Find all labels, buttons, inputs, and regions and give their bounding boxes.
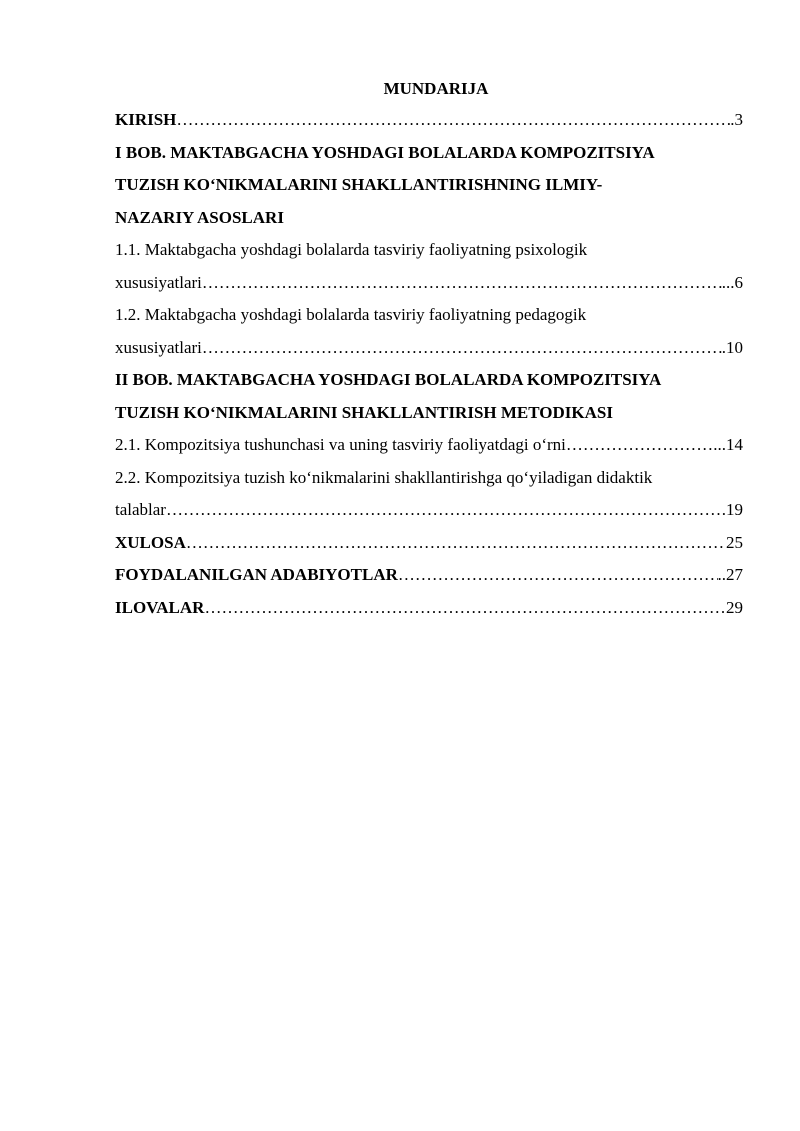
toc-page-number: ...14 bbox=[713, 435, 743, 454]
dot-leader bbox=[166, 494, 722, 527]
toc-entry-label: KIRISH bbox=[115, 110, 177, 129]
toc-entry-label: FOYDALANILGAN ADABIYOTLAR bbox=[115, 565, 398, 584]
chapter-heading-1-line-3: NAZARIY ASOSLARI bbox=[115, 207, 284, 227]
dot-leader bbox=[202, 332, 722, 365]
toc-entry-label: XULOSA bbox=[115, 532, 186, 552]
toc-entry-label: ILOVALAR bbox=[115, 597, 205, 617]
toc-entry-label: xususiyatlari bbox=[115, 337, 202, 357]
toc-page-number: 29 bbox=[726, 597, 743, 617]
toc-entry-1-1 bbox=[115, 267, 743, 300]
toc-section-1-2-line-1: 1.2. Maktabgacha yoshdagi bolalarda tasviriy faoliyatning pedagogik bbox=[115, 305, 587, 324]
toc-entry-1-2 bbox=[115, 332, 743, 365]
toc-entry-xulosa bbox=[115, 527, 743, 560]
chapter-heading-2-line-1: II BOB. MAKTABGACHA YOSHDAGI BOLALARDA KOMPOZITSIYA bbox=[115, 370, 662, 389]
toc-entry-2-2 bbox=[115, 494, 743, 527]
dot-leader bbox=[398, 559, 718, 592]
table-of-contents bbox=[115, 74, 743, 624]
toc-section-1-1-line-1: 1.1. Maktabgacha yoshdagi bolalarda tasviriy faoliyatning psixologik bbox=[115, 240, 588, 259]
chapter-heading-1-line-2: TUZISH KO‘NIKMALARINI SHAKLLANTIRISHNING ILMIY- bbox=[115, 175, 603, 194]
toc-page-number: .10 bbox=[721, 337, 743, 357]
dot-leader bbox=[176, 104, 730, 137]
toc-page-number: .3 bbox=[730, 110, 743, 129]
toc-entry-kirish bbox=[115, 104, 743, 137]
toc-page-number: ..27 bbox=[717, 565, 743, 584]
dot-leader bbox=[204, 592, 726, 625]
toc-entry-label: 2.1. Kompozitsiya tushunchasi va uning tasviriy faoliyatdagi o‘rni bbox=[115, 435, 566, 454]
toc-page-number: 25 bbox=[726, 532, 743, 552]
toc-page-number: .19 bbox=[721, 500, 743, 519]
toc-page-number: ...6 bbox=[721, 272, 743, 292]
toc-entry-2-1 bbox=[115, 429, 743, 462]
toc-entry-adabiyotlar bbox=[115, 559, 743, 592]
toc-entry-ilovalar bbox=[115, 592, 743, 625]
dot-leader bbox=[566, 429, 713, 462]
dot-leader bbox=[186, 527, 726, 560]
chapter-heading-1-line-1: I BOB. MAKTABGACHA YOSHDAGI BOLALARDA KOMPOZITSIYA bbox=[115, 142, 655, 162]
toc-entry-label: xususiyatlari bbox=[115, 272, 202, 292]
toc-entry-label: talablar bbox=[115, 500, 166, 519]
chapter-heading-2-line-2: TUZISH KO‘NIKMALARINI SHAKLLANTIRISH METODIKASI bbox=[115, 402, 613, 422]
toc-section-2-2-line-1: 2.2. Kompozitsiya tuzish ko‘nikmalarini shakllantirishga qo‘yiladigan didaktik bbox=[115, 467, 653, 487]
dot-leader bbox=[202, 267, 722, 300]
page-title: MUNDARIJA bbox=[383, 79, 489, 98]
